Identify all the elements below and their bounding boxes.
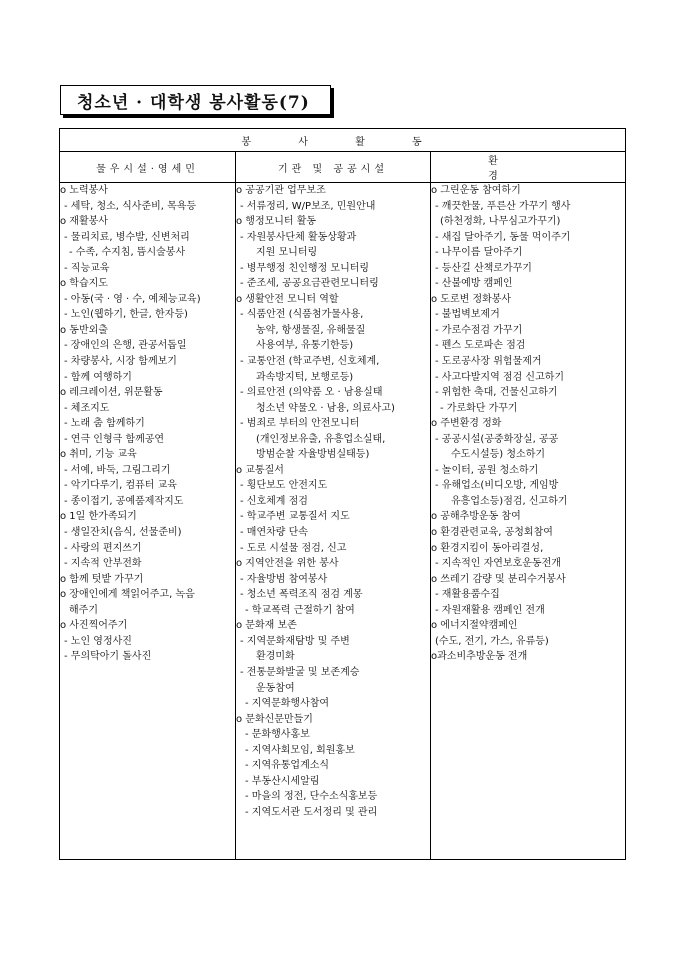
list-item: 농약, 항생물질, 유해물질 [256,324,366,336]
list-item: 유흥업소등)점검, 신고하기 [451,495,568,507]
column-header-institutions: 기관 및 공공시설 [236,152,431,183]
list-item: - 서류정리, W/P보조, 민원안내 [240,200,376,212]
column-institutions [236,183,431,860]
list-item: - 불법벽보제거 [435,309,500,321]
list-item: - 도로 시설물 점검, 신고 [240,542,347,554]
list-item: - 가로수점검 가꾸기 [435,324,523,336]
volunteer-activity-table [59,128,626,860]
list-item: ο 노력봉사 [60,185,108,196]
list-item: - 등산길 산책로가꾸기 [435,262,532,274]
list-item: - 교통안전 (학교주변, 신호체계, [240,356,380,368]
list-item: (개인정보유출, 유흥업소실태, [256,433,386,445]
list-item: - 범죄로 부터의 안전모니터 [240,418,360,430]
list-item: - 자율방범 참여봉사 [240,573,328,585]
list-item: - 신호체계 점검 [240,495,308,507]
list-item: - 매연차량 단속 [240,527,308,539]
list-item: ο 문화재 보존 [236,620,297,632]
list-item: - 마을의 정전, 단수소식홍보등 [245,791,378,803]
list-item: - 종이접기, 공예품제작지도 [64,495,184,507]
list-item: ο 사진찍어주기 [60,620,128,632]
list-item: ο 에너지절약캠페인 [431,620,518,632]
list-item: ο 주변환경 정화 [431,418,502,430]
list-item: ο 그린운동 참여하기 [431,185,521,196]
list-item: - 횡단보도 안전지도 [240,480,328,492]
column-header-facilities: 물우시설·영세민 [60,152,236,183]
list-item: - 재활용품수집 [435,589,500,601]
list-item: - 노인(웹하기, 한글, 한자등) [64,309,188,321]
list-item: ο 교통질서 [236,464,284,476]
list-item: ο 공해추방운동 참여 [431,511,521,523]
list-item: - 노인 영정사진 [64,635,132,647]
list-item: ο 환경지킴이 동아리결성, [431,542,544,554]
list-item: 사용여부, 유통기한등) [256,340,354,352]
column-environment [431,183,626,860]
list-item: 운동참여 [256,682,295,694]
list-item: ο 1일 한가족되기 [60,511,137,523]
list-item: - 생일잔치(음식, 선물준비) [64,527,182,539]
list-item: - 병무행정 친인행정 모니터링 [240,262,370,274]
list-item: - 식품안전 (식품첨가물사용, [240,309,364,321]
list-item: - 새집 달아주기, 동물 먹이주기 [435,231,571,243]
list-item: - 부동산시세알림 [245,775,320,787]
list-item: ο 생활안전 모니터 역할 [236,293,339,305]
list-item: - 함께 여행하기 [64,371,132,383]
list-item: 수도시설등) 청소하기 [451,449,546,461]
list-item: - 직능교육 [64,262,110,274]
list-item: - 지역유통업계소식 [245,760,330,772]
list-item: - 청소년 폭력조직 점검 계몽 [240,589,363,601]
list-item: - 노래 춤 함께하기 [64,418,145,430]
list-item: ο과소비추방운동 전개 [431,651,528,663]
list-item: - 자원봉사단체 활동상황과 [240,231,357,243]
list-item: - 사고다발지역 점검 신고하기 [435,371,565,383]
list-item: - 산불예방 캠페인 [435,278,513,290]
column-header-environment: 환 경 [431,152,626,183]
table-header-main: 봉 사 활 동 [60,129,626,152]
list-item: - 무의탁아기 돌사진 [64,651,152,663]
list-item: (하천정화, 나무심고가꾸기) [440,216,561,228]
list-item: - 깨끗한물, 푸른산 가꾸기 행사 [435,200,571,212]
list-item: - 학교주변 교통질서 지도 [240,511,350,523]
list-item: - 유해업소(비디오방, 게임방 [435,480,559,492]
column-facilities [60,183,236,860]
page-title: 청소년 · 대학생 봉사활동(7) [60,85,331,115]
list-item: - 사랑의 편지쓰기 [64,542,142,554]
list-item: - 도로공사장 위험물제거 [435,356,542,368]
list-item: - 지역도서관 도서정리 및 관리 [245,806,378,818]
list-item: ο 재활봉사 [60,216,108,228]
list-item: ο 행정모니터 활동 [236,216,317,228]
list-item: - 공공시설(공중화장실, 공공 [435,433,559,445]
list-item: - 가로화단 가꾸기 [440,402,518,414]
list-item: ο 동반외출 [60,324,108,336]
list-item: 방범순찰 자율방범실태등) [256,449,370,461]
list-item: - 지역문화행사참여 [245,698,330,710]
list-item: - 지역사회모임, 회원홍보 [245,744,355,756]
list-item: - 악기다루기, 컴퓨터 교육 [64,480,177,492]
list-item: - 위험한 축대, 건물신고하기 [435,387,558,399]
list-item: 환경미화 [256,651,295,663]
list-item: - 수족, 수지침, 뜸시술봉사 [69,247,186,259]
list-item: - 문화행사홍보 [245,729,310,741]
list-item: - 나무이름 달아주기 [435,247,523,259]
list-item: ο 레크레이션, 위문활동 [60,387,163,399]
list-item: - 준조세, 공공요금관련모니터링 [240,278,379,290]
list-item: - 물리치료, 병수발, 신변처리 [64,231,190,243]
list-item: - 자원재활용 캠페인 전개 [435,604,545,616]
list-item: ο 공공기관 업무보조 [236,185,326,196]
list-item: - 연극 인형극 함께공연 [64,433,165,445]
list-item: 청소년 약물오 · 남용, 의료사고) [256,402,395,414]
list-item: 과속방지턱, 보행로등) [256,371,354,383]
list-item: - 지속적 안부전화 [64,558,142,570]
list-item: - 아동(국 · 영 · 수, 예체능교육) [64,293,201,305]
list-item: ο 도로변 정화봉사 [431,293,512,305]
list-item: 지원 모니터링 [256,247,318,259]
list-item: ο 환경관련교육, 공청회참여 [431,527,553,539]
list-item: - 차량봉사, 시장 함께보기 [64,356,177,368]
list-item: - 세탁, 청소, 식사준비, 목욕등 [64,200,197,212]
list-item: ο 장애인에게 책읽어주고, 녹음 [60,589,195,601]
list-item: - 펜스 도로파손 점검 [435,340,526,352]
list-item: - 지속적인 자연보호운동전개 [435,558,561,570]
list-item: ο 취미, 기능 교육 [60,449,137,461]
list-item: ο 함께 텃밭 가꾸기 [60,573,144,585]
list-item: - 전통문화발굴 및 보존계승 [240,666,360,678]
list-item: 해주기 [69,604,98,616]
list-item: - 지역문화재탐방 및 주변 [240,635,350,647]
list-item: (수도, 전기, 가스, 유류등) [435,635,549,647]
list-item: - 놀이터, 공원 청소하기 [435,464,539,476]
list-item: - 체조지도 [64,402,110,414]
list-item: - 학교폭력 근절하기 참여 [245,604,355,616]
list-item: - 장애인의 은행, 관공서돕일 [64,340,187,352]
list-item: ο 문화신문만들기 [236,713,313,725]
list-item: ο 학습지도 [60,278,108,290]
list-item: - 서예, 바둑, 그림그리기 [64,464,171,476]
list-item: ο 지역안전을 위한 봉사 [236,558,339,570]
list-item: - 의료안전 (의약품 오 · 남용실태 [240,387,383,399]
list-item: ο 쓰레기 감량 및 분리수거봉사 [431,573,566,585]
